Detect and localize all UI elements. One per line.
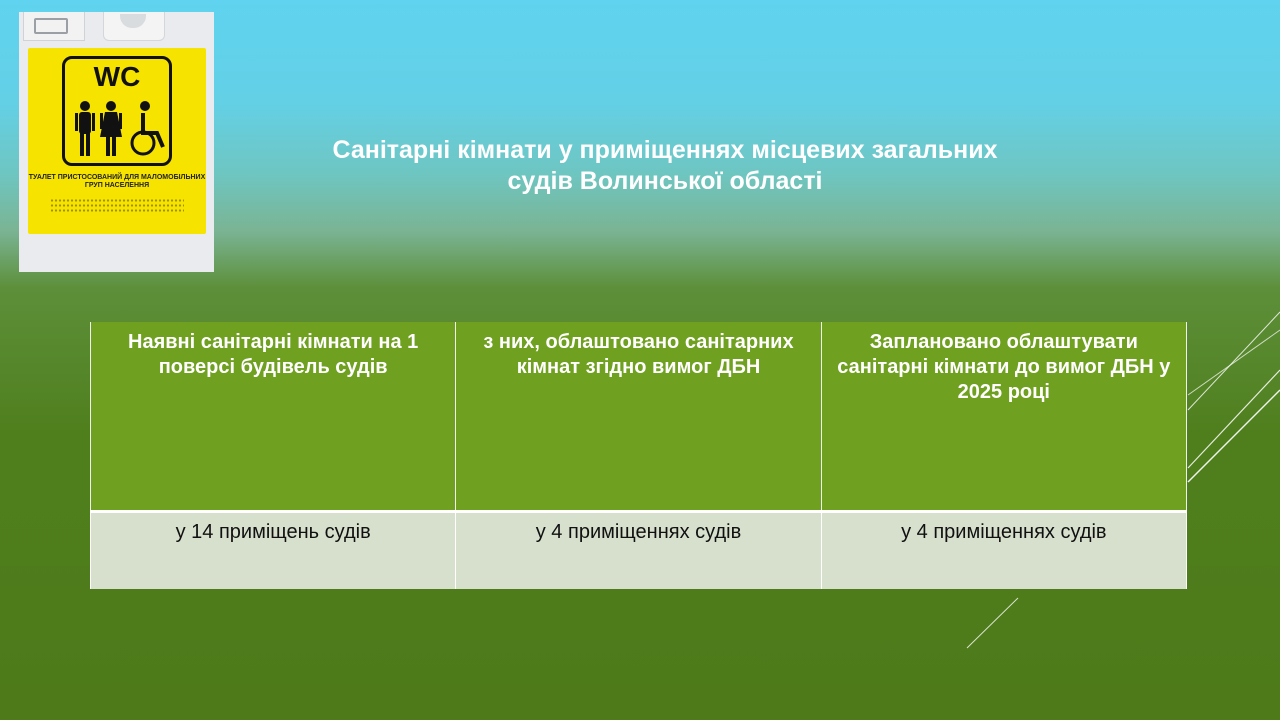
table-row xyxy=(91,511,1187,589)
braille-dots xyxy=(50,198,184,212)
wc-sign xyxy=(28,48,206,234)
table-cell: у 14 приміщень судів xyxy=(91,511,456,589)
sign-caption: ТУАЛЕТ ПРИСТОСОВАНИЙ ДЛЯ МАЛОМОБІЛЬНИХ ГРУП НАСЕЛЕННЯ xyxy=(28,174,206,189)
wall-switch xyxy=(23,12,85,41)
toilet-pictograms-icon xyxy=(71,99,169,159)
sign-frame xyxy=(62,56,172,166)
column-header: з них, облаштовано санітарних кімнат згідно вимог ДБН xyxy=(456,322,821,511)
slide-title xyxy=(240,135,1090,197)
data-table xyxy=(90,322,1187,589)
wall-switch xyxy=(103,12,165,41)
table-header-row xyxy=(91,322,1187,511)
accessible-toilet-sign-photo xyxy=(19,12,214,272)
column-header: Заплановано облаштувати санітарні кімнати до вимог ДБН у 2025 році xyxy=(821,322,1186,511)
courts-sanitary-table xyxy=(90,322,1187,589)
slide-title-line-1: Санітарні кімнати у приміщеннях місцевих загальних xyxy=(332,136,998,164)
column-header: Наявні санітарні кімнати на 1 поверсі будівель судів xyxy=(91,322,456,511)
slide-title-line-2: судів Волинської області xyxy=(507,167,823,195)
wc-logo-text: WC xyxy=(93,61,141,92)
table-cell: у 4 приміщеннях судів xyxy=(456,511,821,589)
table-cell: у 4 приміщеннях судів xyxy=(821,511,1186,589)
